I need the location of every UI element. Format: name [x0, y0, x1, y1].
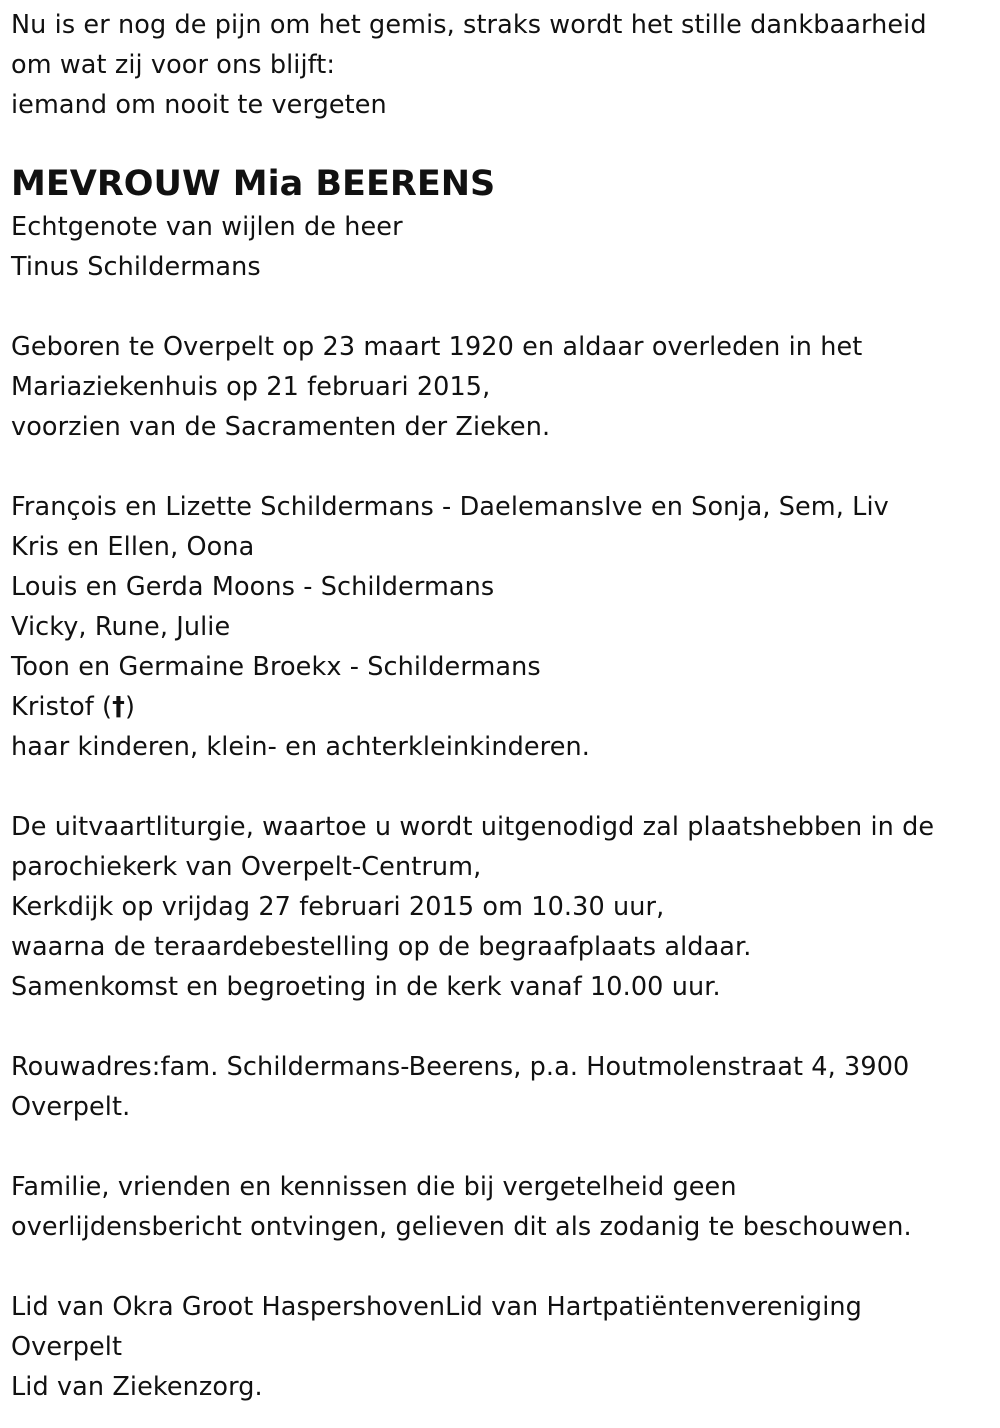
funeral-line: De uitvaartliturgie, waartoe u wordt uitgenodigd zal plaatshebben in de [11, 812, 935, 842]
membership-line: Overpelt [11, 1332, 123, 1362]
notice-line: overlijdensbericht ontvingen, gelieven dit als zodanig te beschouwen. [11, 1212, 912, 1242]
birth-death-section [11, 327, 991, 447]
family-line-kristof [11, 687, 991, 727]
notice-section [11, 1167, 991, 1247]
funeral-line: Samenkomst en begroeting in de kerk vanaf 10.00 uur. [11, 972, 721, 1002]
family-line: Vicky, Rune, Julie [11, 612, 231, 642]
cross-icon: † [112, 692, 125, 722]
obituary-document [11, 0, 991, 1407]
family-line: Toon en Germaine Broekx - Schildermans [11, 652, 541, 682]
motto-line: iemand om nooit te vergeten [11, 90, 387, 120]
address-section [11, 1047, 991, 1127]
kristof-prefix: Kristof ( [11, 692, 113, 722]
kristof-suffix: ) [124, 692, 136, 722]
deceased-name: MEVROUW Mia BEERENS [11, 164, 496, 204]
family-line: Louis en Gerda Moons - Schildermans [11, 572, 495, 602]
motto-section [11, 5, 991, 125]
membership-line: Lid van Okra Groot HaspershovenLid van Hartpatiëntenvereniging [11, 1292, 862, 1322]
family-closing-line: haar kinderen, klein- en achterkleinkinderen. [11, 732, 590, 762]
notice-line: Familie, vrienden en kennissen die bij vergetelheid geen [11, 1172, 737, 1202]
family-section [11, 487, 991, 767]
address-line: Overpelt. [11, 1092, 131, 1122]
funeral-line: waarna de teraardebestelling op de begraafplaats aldaar. [11, 932, 752, 962]
motto-line: om wat zij voor ons blijft: [11, 50, 336, 80]
funeral-line: Kerkdijk op vrijdag 27 februari 2015 om 10.30 uur, [11, 892, 665, 922]
motto-line: Nu is er nog de pijn om het gemis, straks wordt het stille dankbaarheid [11, 10, 927, 40]
family-line: Kris en Ellen, Oona [11, 532, 255, 562]
birth-death-line: voorzien van de Sacramenten der Zieken. [11, 412, 551, 442]
spouse-line: Tinus Schildermans [11, 252, 261, 282]
birth-death-line: Geboren te Overpelt op 23 maart 1920 en aldaar overleden in het [11, 332, 863, 362]
family-line: François en Lizette Schildermans - DaelemansIve en Sonja, Sem, Liv [11, 492, 889, 522]
spouse-section [11, 207, 991, 287]
memberships-section [11, 1287, 991, 1407]
address-line: Rouwadres:fam. Schildermans-Beerens, p.a. Houtmolenstraat 4, 3900 [11, 1052, 910, 1082]
funeral-section [11, 807, 991, 1007]
membership-line: Lid van Ziekenzorg. [11, 1372, 263, 1402]
birth-death-line: Mariaziekenhuis op 21 februari 2015, [11, 372, 491, 402]
spouse-line: Echtgenote van wijlen de heer [11, 212, 403, 242]
funeral-line: parochiekerk van Overpelt-Centrum, [11, 852, 482, 882]
